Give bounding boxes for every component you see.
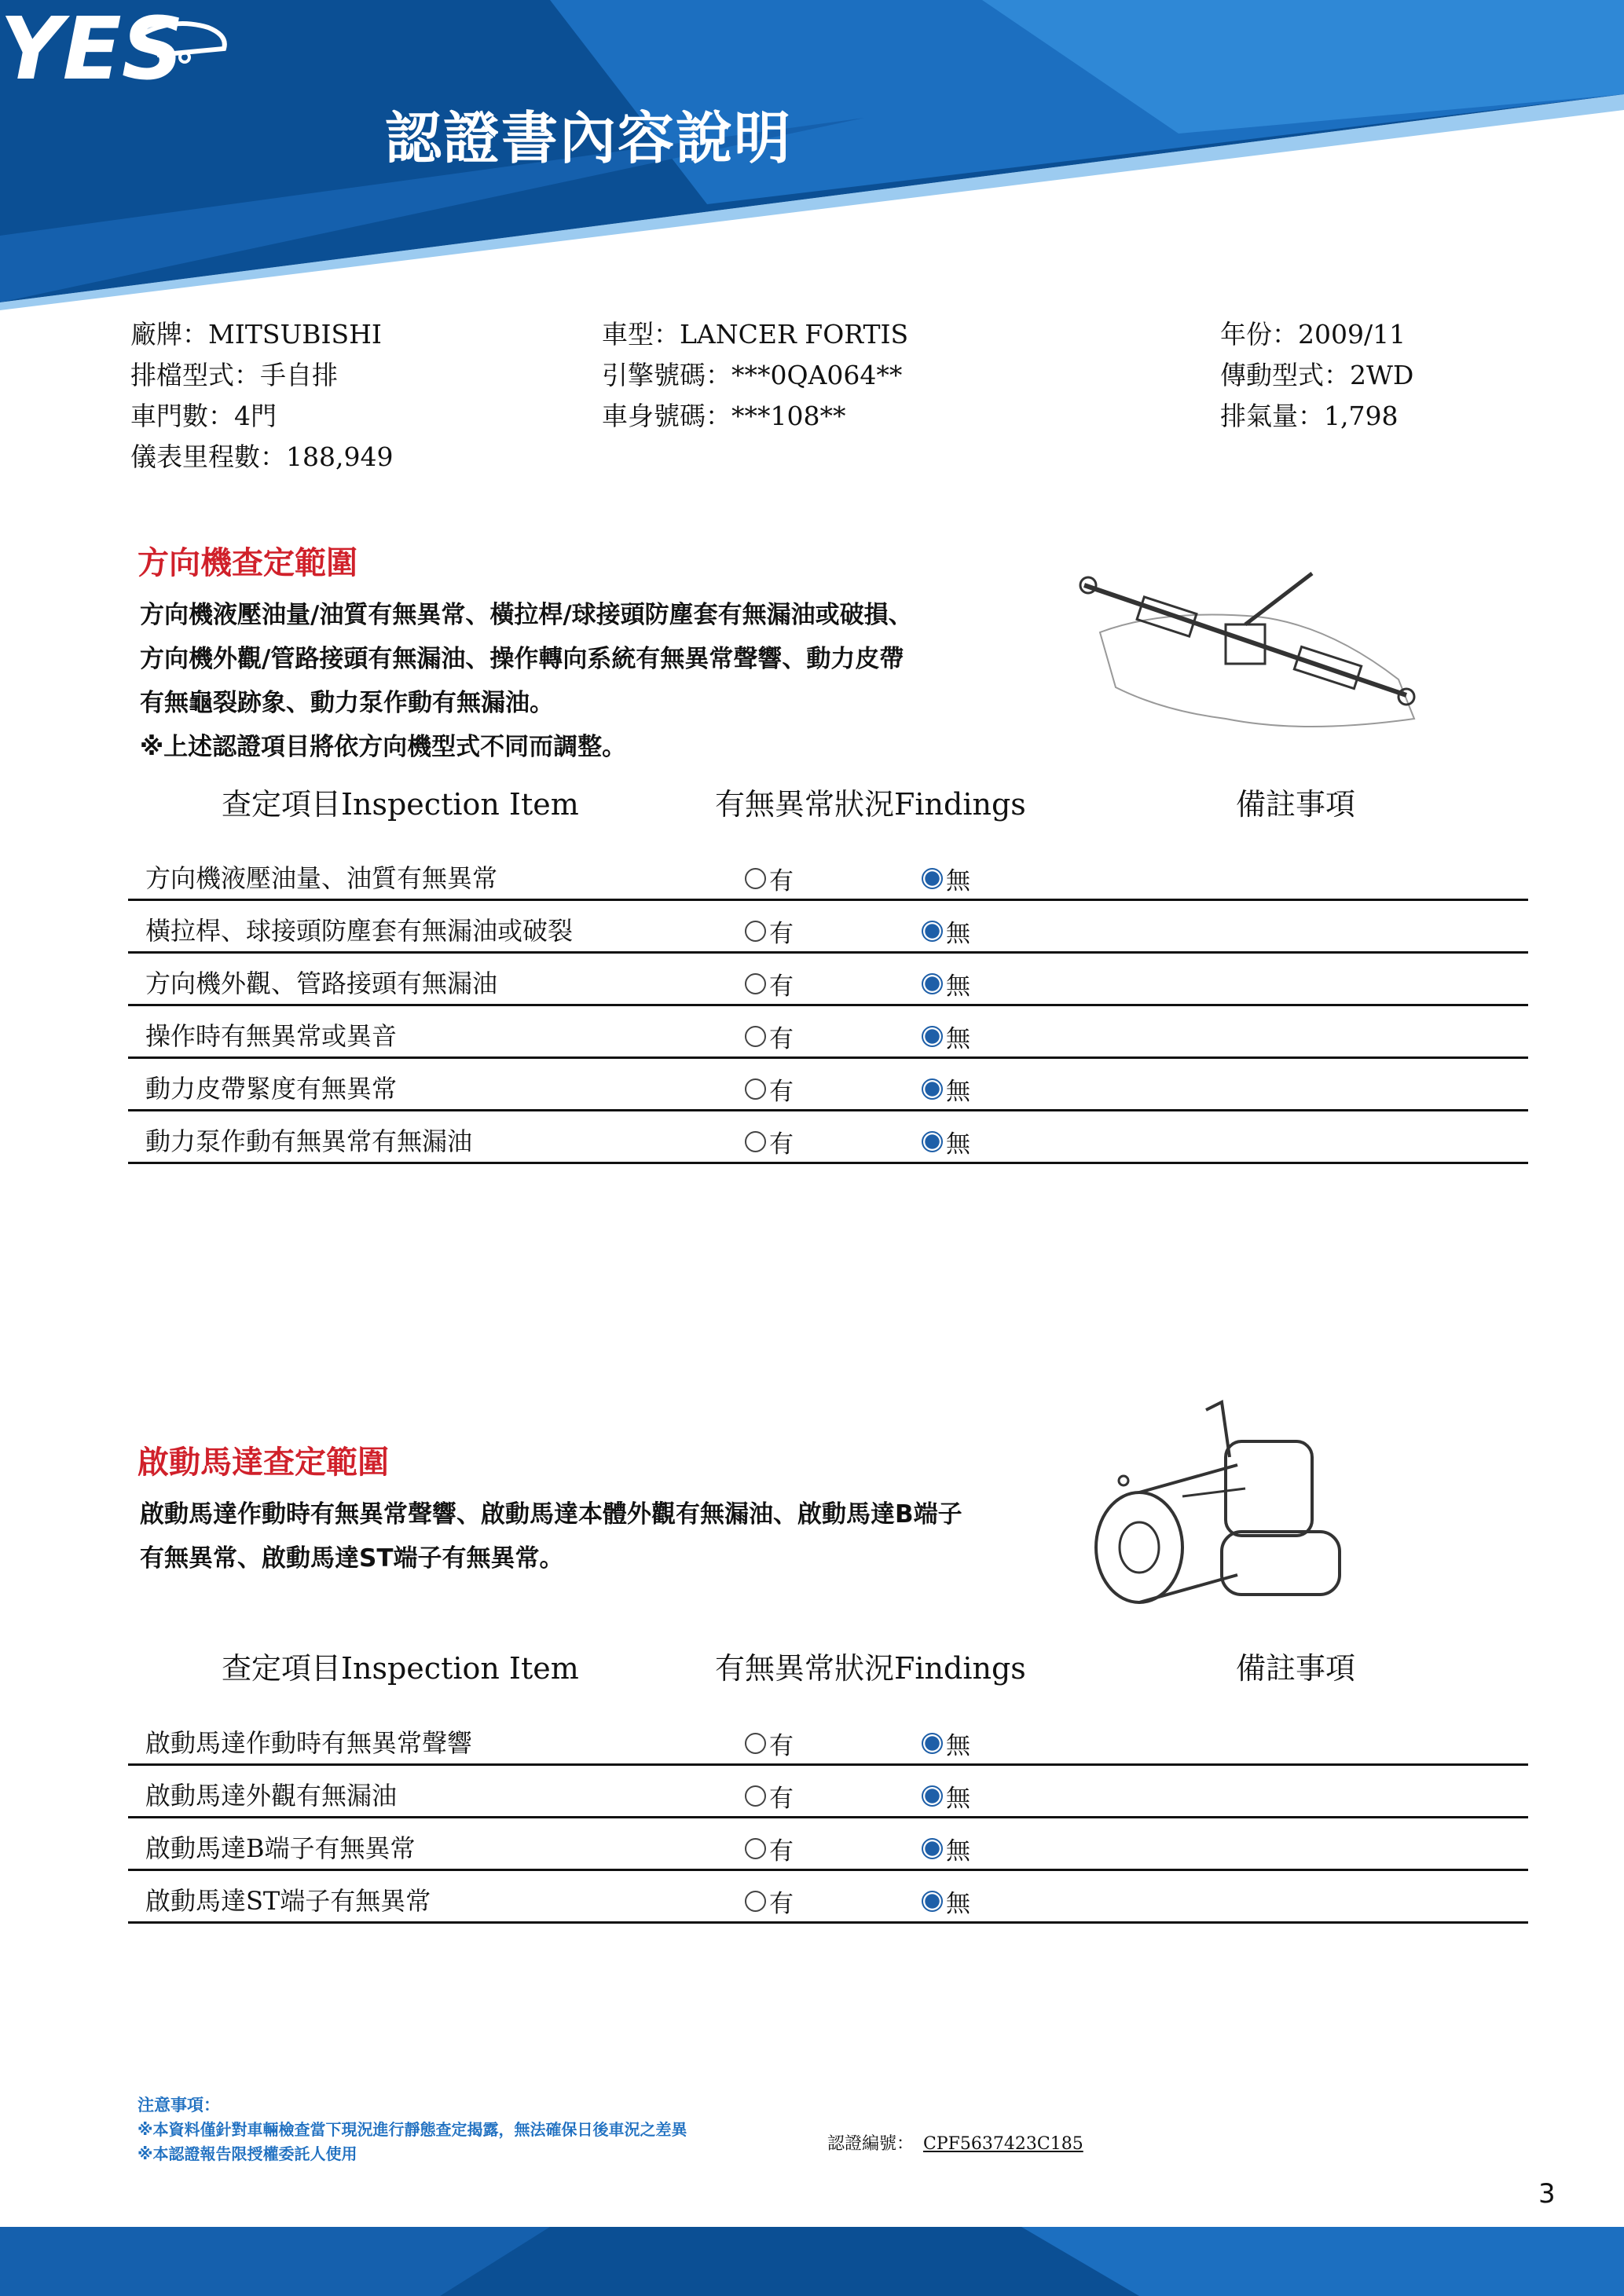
radio-circle-icon bbox=[745, 973, 766, 994]
vehicle-brand: 廠牌：MITSUBISHI bbox=[130, 319, 382, 350]
vehicle-model: 車型：LANCER FORTIS bbox=[602, 319, 909, 350]
radio-yes[interactable] bbox=[745, 1778, 794, 1814]
section1-header-notes: 備註事項 bbox=[1236, 787, 1356, 822]
section1-title: 方向機查定範圍 bbox=[137, 545, 357, 581]
radio-label: 有 bbox=[769, 920, 794, 948]
cert-label: 認證編號： bbox=[827, 2134, 915, 2154]
radio-selected-icon bbox=[922, 1078, 943, 1100]
table-row bbox=[128, 1059, 1528, 1111]
table-row bbox=[128, 954, 1528, 1006]
radio-yes[interactable] bbox=[745, 1124, 794, 1159]
radio-no[interactable] bbox=[922, 1831, 970, 1866]
radio-circle-icon bbox=[745, 868, 766, 889]
radio-label: 無 bbox=[946, 920, 970, 948]
radio-no[interactable] bbox=[922, 861, 970, 896]
radio-no[interactable] bbox=[922, 1124, 970, 1159]
desc-line: 有無龜裂跡象、動力泵作動有無漏油。 bbox=[140, 689, 554, 717]
radio-circle-icon bbox=[745, 1838, 766, 1859]
radio-selected-icon bbox=[922, 973, 943, 994]
vehicle-doors: 車門數：4門 bbox=[130, 401, 277, 431]
radio-selected-icon bbox=[922, 1026, 943, 1047]
radio-label: 有 bbox=[769, 1078, 794, 1106]
radio-yes[interactable] bbox=[745, 1071, 794, 1107]
section2-table bbox=[128, 1713, 1528, 1924]
logo-text: YES bbox=[0, 0, 185, 94]
radio-selected-icon bbox=[922, 868, 943, 889]
section1-header-item: 查定項目Inspection Item bbox=[222, 787, 579, 822]
radio-label: 無 bbox=[946, 972, 970, 1001]
section1-table bbox=[128, 848, 1528, 1164]
radio-circle-icon bbox=[745, 1131, 766, 1152]
starter-motor-illustration bbox=[1088, 1394, 1355, 1630]
radio-circle-icon bbox=[745, 1785, 766, 1807]
table-row bbox=[128, 1766, 1528, 1818]
document-title: 認證書內容說明 bbox=[385, 105, 793, 171]
table-row bbox=[128, 1871, 1528, 1924]
table-row bbox=[128, 1818, 1528, 1871]
vehicle-displacement: 排氣量：1,798 bbox=[1220, 401, 1399, 431]
footer-band bbox=[0, 2227, 1624, 2296]
radio-label: 有 bbox=[769, 867, 794, 895]
vehicle-year: 年份：2009/11 bbox=[1220, 319, 1406, 350]
radio-circle-icon bbox=[745, 1733, 766, 1754]
row-item: 方向機液壓油量、油質有無異常 bbox=[145, 863, 498, 893]
radio-no[interactable] bbox=[922, 966, 970, 1002]
table-row bbox=[128, 901, 1528, 954]
table-row bbox=[128, 848, 1528, 901]
row-item: 操作時有無異常或異音 bbox=[145, 1021, 398, 1051]
section2-header-item: 查定項目Inspection Item bbox=[222, 1651, 579, 1686]
radio-label: 有 bbox=[769, 1130, 794, 1159]
radio-selected-icon bbox=[922, 1733, 943, 1754]
vehicle-drive: 傳動型式：2WD bbox=[1220, 360, 1414, 390]
row-item: 動力皮帶緊度有無異常 bbox=[145, 1074, 398, 1104]
radio-selected-icon bbox=[922, 1131, 943, 1152]
radio-label: 有 bbox=[769, 1837, 794, 1866]
radio-no[interactable] bbox=[922, 914, 970, 949]
radio-yes[interactable] bbox=[745, 861, 794, 896]
radio-circle-icon bbox=[745, 921, 766, 942]
yes-logo bbox=[0, 0, 236, 94]
row-item: 方向機外觀、管路接頭有無漏油 bbox=[145, 969, 498, 998]
section2-title: 啟動馬達查定範圍 bbox=[137, 1445, 389, 1481]
desc-line: 方向機外觀/管路接頭有無漏油、操作轉向系統有無異常聲響、動力皮帶 bbox=[140, 645, 904, 673]
radio-label: 無 bbox=[946, 1890, 970, 1918]
notes-line: ※本資料僅針對車輛檢查當下現況進行靜態查定揭露，無法確保日後車況之差異 bbox=[137, 2120, 687, 2139]
row-item: 啟動馬達B端子有無異常 bbox=[145, 1833, 416, 1863]
row-item: 動力泵作動有無異常有無漏油 bbox=[145, 1126, 473, 1156]
radio-circle-icon bbox=[745, 1891, 766, 1912]
radio-yes[interactable] bbox=[745, 914, 794, 949]
radio-label: 無 bbox=[946, 867, 970, 895]
radio-circle-icon bbox=[745, 1078, 766, 1100]
section2-description bbox=[140, 1492, 962, 1580]
row-item: 橫拉桿、球接頭防塵套有無漏油或破裂 bbox=[145, 916, 574, 946]
radio-yes[interactable] bbox=[745, 1726, 794, 1761]
radio-no[interactable] bbox=[922, 1019, 970, 1054]
section1-description bbox=[140, 593, 913, 769]
steering-rack-illustration bbox=[1069, 562, 1430, 742]
row-item: 啟動馬達ST端子有無異常 bbox=[145, 1886, 431, 1916]
notes-heading: 注意事項： bbox=[137, 2096, 220, 2115]
radio-selected-icon bbox=[922, 1785, 943, 1807]
radio-no[interactable] bbox=[922, 1778, 970, 1814]
header-background bbox=[0, 0, 1624, 314]
radio-label: 無 bbox=[946, 1078, 970, 1106]
vehicle-transmission: 排檔型式：手自排 bbox=[130, 360, 338, 390]
radio-label: 有 bbox=[769, 1890, 794, 1918]
radio-label: 有 bbox=[769, 1732, 794, 1760]
row-item: 啟動馬達外觀有無漏油 bbox=[145, 1781, 398, 1811]
radio-label: 有 bbox=[769, 1785, 794, 1813]
radio-label: 無 bbox=[946, 1837, 970, 1866]
certificate-number bbox=[827, 2130, 1093, 2155]
radio-yes[interactable] bbox=[745, 1884, 794, 1919]
radio-label: 有 bbox=[769, 972, 794, 1001]
vehicle-mileage: 儀表里程數：188,949 bbox=[130, 441, 394, 472]
radio-no[interactable] bbox=[922, 1726, 970, 1761]
table-row bbox=[128, 1006, 1528, 1059]
cert-number-value: CPF5637423C185 bbox=[923, 2134, 1083, 2154]
header-banner bbox=[0, 0, 1624, 314]
table-row bbox=[128, 1111, 1528, 1164]
desc-line: ※上述認證項目將依方向機型式不同而調整。 bbox=[140, 733, 627, 761]
radio-selected-icon bbox=[922, 921, 943, 942]
radio-label: 無 bbox=[946, 1025, 970, 1053]
radio-label: 無 bbox=[946, 1130, 970, 1159]
radio-selected-icon bbox=[922, 1838, 943, 1859]
page-number: 3 bbox=[1538, 2178, 1556, 2210]
section2-header-findings: 有無異常狀況Findings bbox=[715, 1651, 1026, 1686]
vehicle-body-no: 車身號碼：***108** bbox=[602, 401, 846, 431]
radio-label: 有 bbox=[769, 1025, 794, 1053]
table-row bbox=[128, 1713, 1528, 1766]
vehicle-engine-no: 引擎號碼：***0QA064** bbox=[602, 360, 903, 390]
radio-label: 無 bbox=[946, 1785, 970, 1813]
desc-line: 有無異常、啟動馬達ST端子有無異常。 bbox=[140, 1544, 564, 1573]
radio-selected-icon bbox=[922, 1891, 943, 1912]
section1-header-findings: 有無異常狀況Findings bbox=[715, 787, 1026, 822]
desc-line: 啟動馬達作動時有無異常聲響、啟動馬達本體外觀有無漏油、啟動馬達B端子 bbox=[140, 1500, 962, 1529]
radio-circle-icon bbox=[745, 1026, 766, 1047]
radio-yes[interactable] bbox=[745, 1019, 794, 1054]
radio-no[interactable] bbox=[922, 1884, 970, 1919]
notes-line: ※本認證報告限授權委託人使用 bbox=[137, 2144, 357, 2163]
radio-no[interactable] bbox=[922, 1071, 970, 1107]
radio-label: 無 bbox=[946, 1732, 970, 1760]
radio-yes[interactable] bbox=[745, 966, 794, 1002]
radio-yes[interactable] bbox=[745, 1831, 794, 1866]
notes-block bbox=[137, 2093, 687, 2166]
row-item: 啟動馬達作動時有無異常聲響 bbox=[145, 1728, 473, 1758]
desc-line: 方向機液壓油量/油質有無異常、橫拉桿/球接頭防塵套有無漏油或破損、 bbox=[140, 601, 913, 629]
section2-header-notes: 備註事項 bbox=[1236, 1651, 1356, 1686]
